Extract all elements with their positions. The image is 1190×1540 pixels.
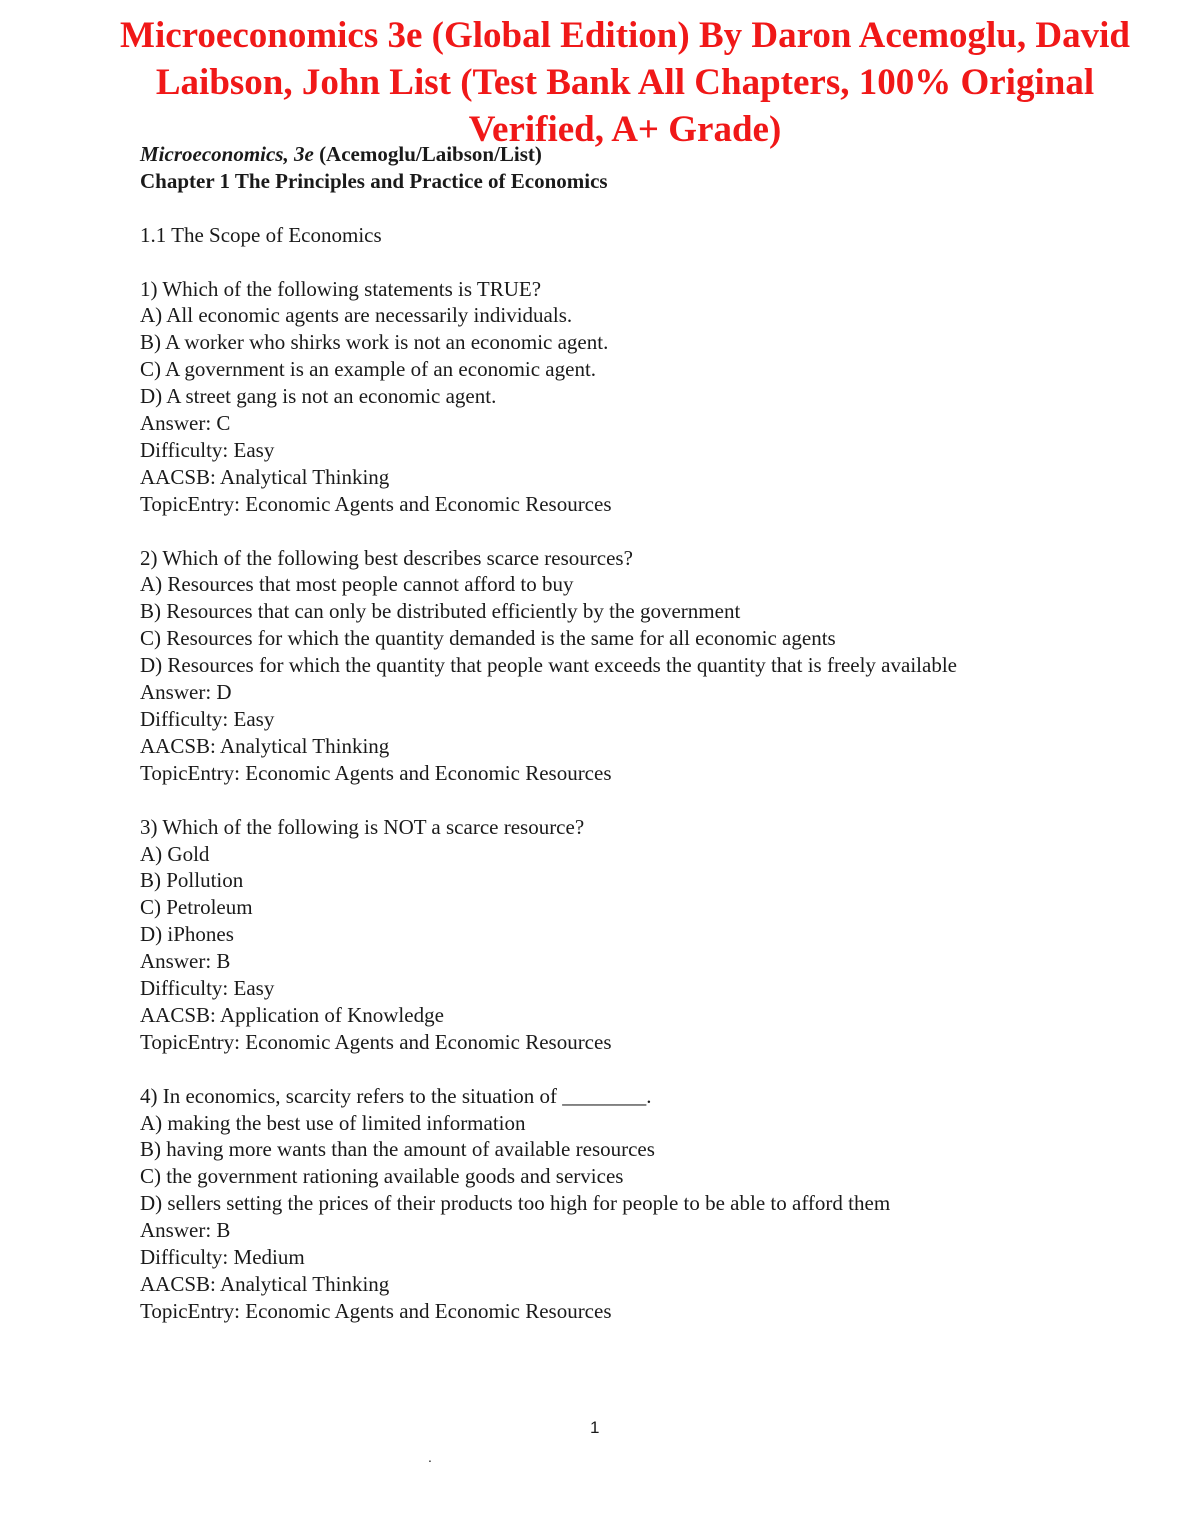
- option-b: B) A worker who shirks work is not an economic agent.: [140, 330, 609, 355]
- difficulty: Difficulty: Easy: [140, 976, 275, 1001]
- aacsb: AACSB: Analytical Thinking: [140, 464, 390, 489]
- aacsb: AACSB: Analytical Thinking: [140, 733, 390, 758]
- question-stem: 1) Which of the following statements is TRUE?: [140, 276, 542, 301]
- question-2: [140, 545, 1140, 787]
- document-banner-title: [60, 12, 1190, 153]
- option-d: D) A street gang is not an economic agent.: [140, 384, 497, 409]
- difficulty: Difficulty: Medium: [140, 1245, 305, 1270]
- option-a: A) All economic agents are necessarily individuals.: [140, 303, 573, 328]
- topic-entry: TopicEntry: Economic Agents and Economic Resources: [140, 1029, 612, 1054]
- answer: Answer: B: [140, 949, 231, 974]
- option-d: D) sellers setting the prices of their products too high for people to be able to afford them: [140, 1191, 891, 1216]
- banner-line: Microeconomics 3e (Global Edition) By Daron Acemoglu, David: [120, 15, 1130, 56]
- option-a: A) Resources that most people cannot afford to buy: [140, 572, 574, 597]
- option-b: B) Resources that can only be distributed efficiently by the government: [140, 599, 741, 624]
- book-title: Microeconomics, 3e: [140, 142, 314, 166]
- book-authors: (Acemoglu/Laibson/List): [319, 142, 542, 166]
- topic-entry: TopicEntry: Economic Agents and Economic Resources: [140, 760, 612, 785]
- document-body: [140, 141, 1140, 1325]
- option-a: A) Gold: [140, 841, 210, 866]
- option-b: B) Pollution: [140, 868, 244, 893]
- difficulty: Difficulty: Easy: [140, 437, 275, 462]
- question-1: [140, 276, 1140, 518]
- aacsb: AACSB: Analytical Thinking: [140, 1271, 390, 1296]
- banner-line: Laibson, John List (Test Bank All Chapters, 100% Original: [155, 62, 1095, 103]
- question-stem: 2) Which of the following best describes scarce resources?: [140, 545, 633, 570]
- answer: Answer: C: [140, 411, 231, 436]
- book-header: [140, 141, 1140, 168]
- option-c: C) A government is an example of an economic agent.: [140, 357, 597, 382]
- question-stem: 4) In economics, scarcity refers to the situation of ________.: [140, 1083, 652, 1108]
- question-4: [140, 1083, 1140, 1325]
- question-3: [140, 814, 1140, 1056]
- option-c: C) Petroleum: [140, 895, 253, 920]
- answer: Answer: D: [140, 680, 232, 705]
- section-heading: 1.1 The Scope of Economics: [140, 222, 382, 247]
- option-a: A) making the best use of limited information: [140, 1110, 526, 1135]
- aacsb: AACSB: Application of Knowledge: [140, 1002, 444, 1027]
- chapter-title: Chapter 1 The Principles and Practice of Economics: [140, 168, 608, 193]
- topic-entry: TopicEntry: Economic Agents and Economic Resources: [140, 491, 612, 516]
- question-stem: 3) Which of the following is NOT a scarce resource?: [140, 814, 585, 839]
- option-c: C) Resources for which the quantity demanded is the same for all economic agents: [140, 626, 836, 651]
- option-c: C) the government rationing available goods and services: [140, 1164, 624, 1189]
- option-d: D) Resources for which the quantity that people want exceeds the quantity that is freely available: [140, 653, 957, 678]
- answer: Answer: B: [140, 1218, 231, 1243]
- option-b: B) having more wants than the amount of available resources: [140, 1137, 655, 1162]
- topic-entry: TopicEntry: Economic Agents and Economic Resources: [140, 1298, 612, 1323]
- banner-line: Verified, A+ Grade): [468, 109, 782, 150]
- page-number: 1: [590, 1418, 600, 1437]
- footer-dot: .: [428, 1449, 432, 1465]
- option-d: D) iPhones: [140, 922, 234, 947]
- difficulty: Difficulty: Easy: [140, 706, 275, 731]
